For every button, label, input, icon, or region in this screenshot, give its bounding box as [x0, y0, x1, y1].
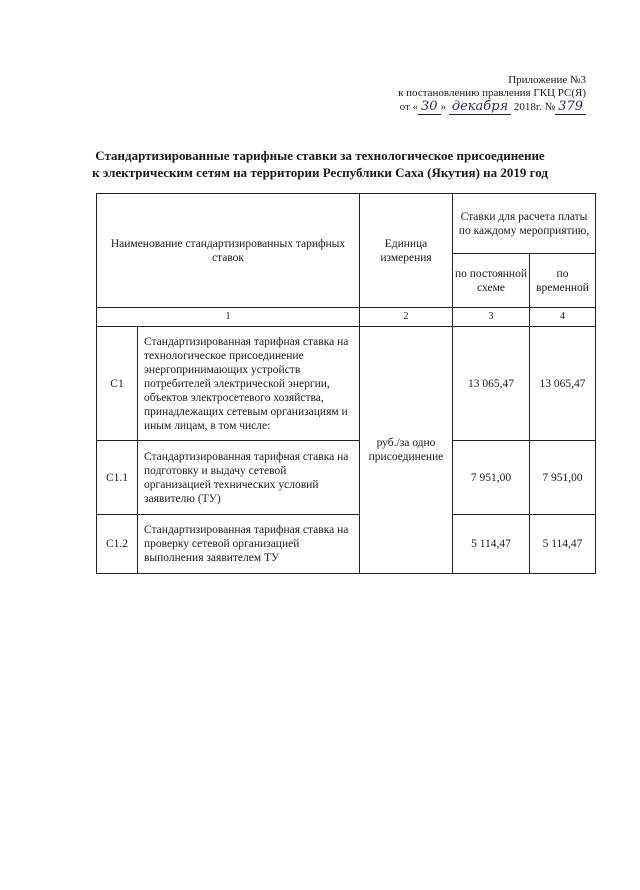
- col-number-2: 2: [360, 308, 453, 327]
- appendix-number: Приложение №3: [508, 74, 586, 86]
- handwritten-number: 379: [555, 99, 586, 115]
- row-description: Стандартизированная тарифная ставка на подготовку и выдачу сетевой организацией технических условий заявителю (ТУ): [138, 441, 360, 515]
- handwritten-day: 30: [418, 99, 441, 115]
- row-code: С1.2: [97, 515, 138, 574]
- header-rates: Ставки для расчета платы по каждому мероприятию,: [453, 194, 596, 254]
- row-permanent-value: 13 065,47: [453, 327, 530, 441]
- row-temporary-value: 5 114,47: [530, 515, 596, 574]
- col-number-3: 3: [453, 308, 530, 327]
- date-prefix: от «: [399, 101, 419, 113]
- appendix-decree-reference: к постановлению правления ГКЦ РС(Я): [398, 87, 586, 99]
- header-unit: Единица измерения: [360, 194, 453, 308]
- table-row: [97, 515, 596, 574]
- table-numbering-row: [97, 308, 596, 327]
- handwritten-month: декабря: [449, 99, 511, 115]
- row-temporary-value: 7 951,00: [530, 441, 596, 515]
- table-row: [97, 327, 596, 441]
- row-permanent-value: 5 114,47: [453, 515, 530, 574]
- row-temporary-value: 13 065,47: [530, 327, 596, 441]
- header-temporary: по временной: [530, 254, 596, 308]
- row-permanent-value: 7 951,00: [453, 441, 530, 515]
- title-line-2: к электрическим сетям на территории Республики Саха (Якутия) на 2019 год: [92, 165, 548, 180]
- row-description: Стандартизированная тарифная ставка на технологическое присоединение энергопринимающих устройств потребителей электрической энергии, объектов электросетевого хозяйства, принадлежащих сетевым организациям и иным лицам, в том числе:: [138, 327, 360, 441]
- appendix-date-line: [398, 100, 586, 114]
- row-code: С1: [97, 327, 138, 441]
- date-year-text: 2018г. №: [513, 101, 556, 113]
- col-number-4: 4: [530, 308, 596, 327]
- title-line-1: Стандартизированные тарифные ставки за технологическое присоединение: [95, 148, 545, 163]
- table-header-row: [97, 194, 596, 254]
- tariff-table: [96, 193, 596, 574]
- unit-value: руб./за одно присоединение: [360, 327, 453, 574]
- header-name: Наименование стандартизированных тарифных ставок: [97, 194, 360, 308]
- appendix-header: [398, 74, 586, 114]
- col-number-1: 1: [97, 308, 360, 327]
- row-code: С1.1: [97, 441, 138, 515]
- row-description: Стандартизированная тарифная ставка на проверку сетевой организацией выполнения заявителем ТУ: [138, 515, 360, 574]
- header-permanent: по постоянной схеме: [453, 254, 530, 308]
- document-title: [0, 147, 640, 181]
- table-row: [97, 441, 596, 515]
- date-day-suffix: »: [440, 101, 447, 113]
